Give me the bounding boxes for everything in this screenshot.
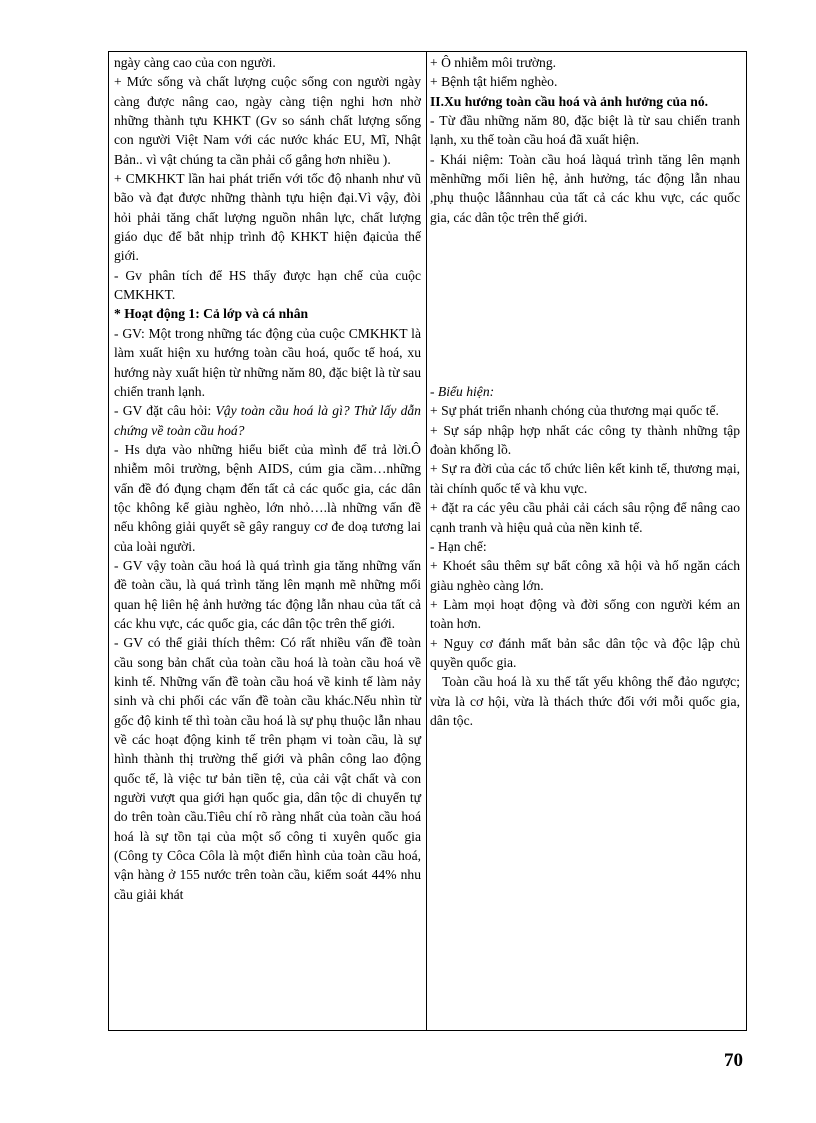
- section-heading: II.Xu hướng toàn cầu hoá và ảnh hưởng của nó.: [430, 93, 709, 109]
- right-paragraph: - Từ đầu những năm 80, đặc biệt là từ sau chiến tranh lạnh, xu thế toàn cầu hoá đã xuất hiện.: [430, 113, 740, 148]
- right-paragraph: + Khoét sâu thêm sự bất công xã hội và hố ngăn cách giàu nghèo càng lớn.: [430, 558, 740, 593]
- left-paragraph: + CMKHKT lần hai phát triển với tốc độ nhanh như vũ bão và đạt được những thành tựu hiện đại.Vì vậy, đòi hỏi phải tăng chất lượng nguồn nhân lực, chất lượng giáo dục để bắt nhịp trình độ KHKT hiện đạicủa thế giới.: [114, 171, 421, 264]
- left-paragraph: - Gv phân tích để HS thấy được hạn chế của cuộc CMKHKT.: [114, 267, 421, 303]
- right-paragraph: + Bệnh tật hiểm nghèo.: [430, 74, 558, 90]
- left-paragraph: - Hs dựa vào những hiểu biết của mình để trả lời.Ô nhiễm môi trường, bệnh AIDS, cúm gia cầm…những vấn đề đó đụng chạm đến tất cả các quốc gia, các dân tộc không kể giàu nghèo, lớn nhỏ….là những vấn đề nếu không giải quyết sẽ gây ranguy cơ đe doạ tương lai của loài người.: [114, 441, 421, 554]
- left-paragraph: + Mức sống và chất lượng cuộc sống con người ngày càng được nâng cao, ngày càng tiện nghi hơn nhờ những thành tựu KHKT (Gv so sánh chất lượng sống con người Việt Nam với các nước khác EU, Mĩ, Nhật Bản.. vì vật chúng ta cần phải cố gắng hơn nhiều ).: [114, 74, 421, 167]
- question-paragraph: [114, 401, 421, 440]
- left-paragraph: - GV: Một trong những tác động của cuộc CMKHKT là làm xuất hiện xu hướng toàn cầu hoá, quốc tế hoá, xu hướng này xuất hiện từ những năm 80, đặc biệt là từ sau chiến tranh lạnh.: [114, 325, 421, 399]
- activity-heading: * Hoạt động 1: Cả lớp và cá nhân: [114, 306, 309, 322]
- left-paragraph: - GV có thể giải thích thêm: Có rất nhiều vấn đề toàn cầu song bản chất của toàn cầu hoá là toàn cầu hoá về kinh tế. Những vấn đề toàn cầu hoá về kinh tế làm nảy sinh và chi phối các vấn đề toàn cầu khác.Nếu nhìn từ gốc độ kinh tế thì toàn cầu hoá là sự phụ thuộc lẫn nhau về các hoạt động kinh tế trên phạm vi toàn cầu, là sự hình thành thị trường thế giới và phân công lao động quốc tế, là việc tư bản tiền tệ, của cải vật chất và con người vượt qua giới hạn quốc gia, dân tộc di chuyển tự do trên toàn cầu.Tiêu chí rõ ràng nhất của toàn cầu hoá hoá là sự tồn tại của một số công ti xuyên quốc gia (Công ty Côca Côla là một điển hình của toàn cầu hoá, vận hàng ở 155 nước trên toàn cầu, kiểm soát 44% nhu cầu giải khát: [114, 635, 421, 902]
- right-paragraph: + Nguy cơ đánh mất bản sắc dân tộc và độc lập chủ quyền quốc gia.: [430, 635, 740, 670]
- subheading-han-che: - Hạn chế:: [430, 538, 487, 554]
- conclusion-paragraph: Toàn cầu hoá là xu thế tất yếu không thể đảo ngược; vừa là cơ hội, vừa là thách thức đối với mỗi quốc gia, dân tộc.: [430, 674, 740, 728]
- lesson-content-column: [430, 53, 740, 730]
- question-lead: - GV đặt câu hỏi:: [114, 403, 212, 419]
- page-number: 70: [724, 1050, 743, 1071]
- subheading-bieu-hien: - Biểu hiện:: [430, 384, 495, 400]
- right-paragraph: + đặt ra các yêu cầu phải cải cách sâu rộng để nâng cao cạnh tranh và hiệu quả của nền kinh tế.: [430, 500, 740, 535]
- teacher-student-activities-column: [114, 53, 421, 904]
- right-paragraph: + Làm mọi hoạt động và đời sống con người kém an toàn hơn.: [430, 596, 740, 632]
- left-paragraph: ngày càng cao của con người.: [114, 55, 276, 70]
- right-paragraph: + Sự ra đời của các tổ chức liên kết kinh tế, thương mại, tài chính quốc tế và khu vực.: [430, 461, 740, 496]
- right-paragraph: + Ô nhiễm môi trường.: [430, 55, 557, 70]
- lesson-table: [108, 51, 747, 1031]
- left-paragraph: - GV vậy toàn cầu hoá là quá trình gia tăng những vấn đề toàn cầu, là quá trình tăng lên mạnh mẽ những mối quan hệ liên hệ ảnh hưởng tác động lẫn nhau của tất cả các khu vực, các quốc gia, các dân tộc trên thế giới.: [114, 557, 421, 631]
- right-paragraph: + Sự sáp nhập hợp nhất các công ty thành những tập đoàn khổng lồ.: [430, 422, 740, 458]
- right-paragraph: - Khái niệm: Toàn cầu hoá làquá trình tăng lên mạnh mẽnhững mối liên hệ, ảnh hưởng, tác động lẫn nhau ,phụ thuộc lẫânnhau của tất cả các khu vực, các quốc gia, các dân tộc trên thế giới.: [430, 151, 740, 225]
- question-text: Vậy toàn cầu hoá là gì? Thử lấy dẫn chứng về toàn cầu hoá?: [114, 403, 421, 438]
- column-divider: [426, 52, 427, 1030]
- right-paragraph: + Sự phát triển nhanh chóng của thương mại quốc tế.: [430, 403, 719, 419]
